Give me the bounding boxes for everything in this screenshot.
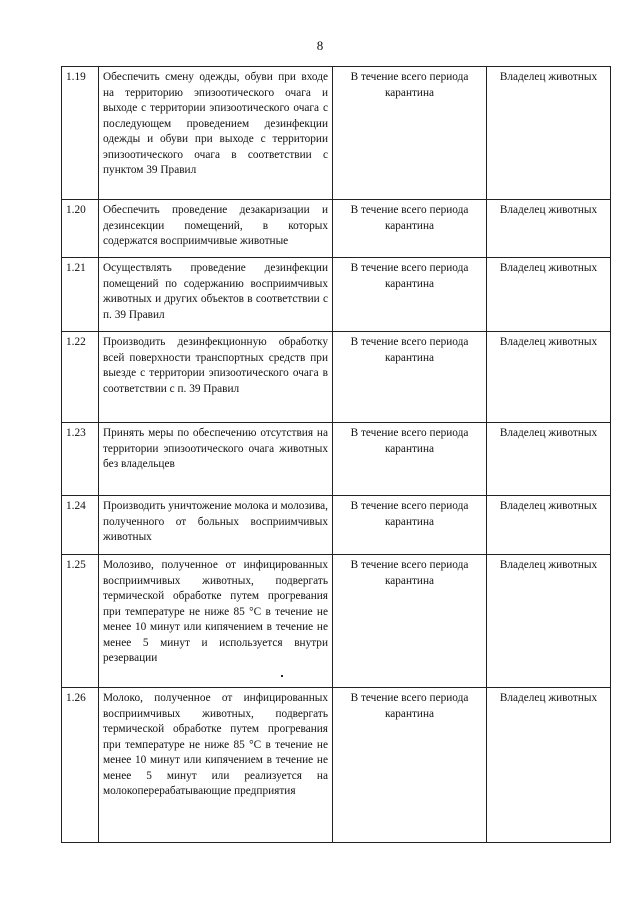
quarantine-measures-table bbox=[61, 66, 611, 843]
table-row bbox=[62, 200, 611, 258]
responsible-text: Владелец животных bbox=[487, 688, 611, 843]
row-number: 1.21 bbox=[62, 258, 99, 332]
term-text: В течение всего периода карантина bbox=[333, 67, 487, 200]
responsible-text: Владелец животных bbox=[487, 423, 611, 496]
measure-text: Молоко, полученное от инфицированных восприимчивых животных, подвергать термической обработке путем прогревания при температуре не ниже 85 °С в течение не менее 10 минут или кипячением в течение не менее 5 минут или реализуется на молокоперерабатывающие предприятия bbox=[99, 688, 333, 843]
term-text: В течение всего периода карантина bbox=[333, 332, 487, 423]
row-number: 1.20 bbox=[62, 200, 99, 258]
measure-text: Производить дезинфекционную обработку всей поверхности транспортных средств при выезде с территории эпизоотического очага в соответствии с п. 39 Правил bbox=[99, 332, 333, 423]
table-row bbox=[62, 258, 611, 332]
measure-cell bbox=[99, 555, 333, 688]
responsible-text: Владелец животных bbox=[487, 332, 611, 423]
term-text: В течение всего периода карантина bbox=[333, 555, 487, 688]
responsible-text: Владелец животных bbox=[487, 555, 611, 688]
table-row bbox=[62, 332, 611, 423]
term-text: В течение всего периода карантина bbox=[333, 258, 487, 332]
measure-text: Обеспечить смену одежды, обуви при входе на территорию эпизоотического очага и выходе с территории эпизоотического очага с последующем проведением дезинфекции одежды и обуви при выходе с территории эпизоотического очага в соответствии с пунктом 39 Правил bbox=[99, 67, 333, 200]
term-text: В течение всего периода карантина bbox=[333, 688, 487, 843]
stray-dot-mark bbox=[281, 675, 283, 677]
measure-text: Осуществлять проведение дезинфекции помещений по содержанию восприимчивых животных и других объектов в соответствии с п. 39 Правил bbox=[99, 258, 333, 332]
table-row bbox=[62, 67, 611, 200]
row-number: 1.24 bbox=[62, 496, 99, 555]
term-text: В течение всего периода карантина bbox=[333, 496, 487, 555]
row-number: 1.26 bbox=[62, 688, 99, 843]
measure-text: Обеспечить проведение дезакаризации и дезинсекции помещений, в которых содержатся восприимчивые животные bbox=[99, 200, 333, 258]
term-text: В течение всего периода карантина bbox=[333, 200, 487, 258]
measure-text: Принять меры по обеспечению отсутствия на территории эпизоотического очага животных без владельцев bbox=[99, 423, 333, 496]
page-number: 8 bbox=[316, 38, 324, 53]
responsible-text: Владелец животных bbox=[487, 200, 611, 258]
row-number: 1.23 bbox=[62, 423, 99, 496]
table-row bbox=[62, 496, 611, 555]
row-number: 1.22 bbox=[62, 332, 99, 423]
responsible-text: Владелец животных bbox=[487, 258, 611, 332]
term-text: В течение всего периода карантина bbox=[333, 423, 487, 496]
table-row bbox=[62, 688, 611, 843]
table-row bbox=[62, 555, 611, 688]
row-number: 1.25 bbox=[62, 555, 99, 688]
responsible-text: Владелец животных bbox=[487, 496, 611, 555]
table-row bbox=[62, 423, 611, 496]
row-number: 1.19 bbox=[62, 67, 99, 200]
measure-text: Производить уничтожение молока и молозива, полученного от больных восприимчивых животных bbox=[99, 496, 333, 555]
responsible-text: Владелец животных bbox=[487, 67, 611, 200]
measure-text: Молозиво, полученное от инфицированных восприимчивых животных, подвергать термической обработке путем прогревания при температуре не ниже 85 °С в течение не менее 10 минут или кипячением в течение не менее 5 минут и используется внутри резервации bbox=[103, 559, 328, 664]
